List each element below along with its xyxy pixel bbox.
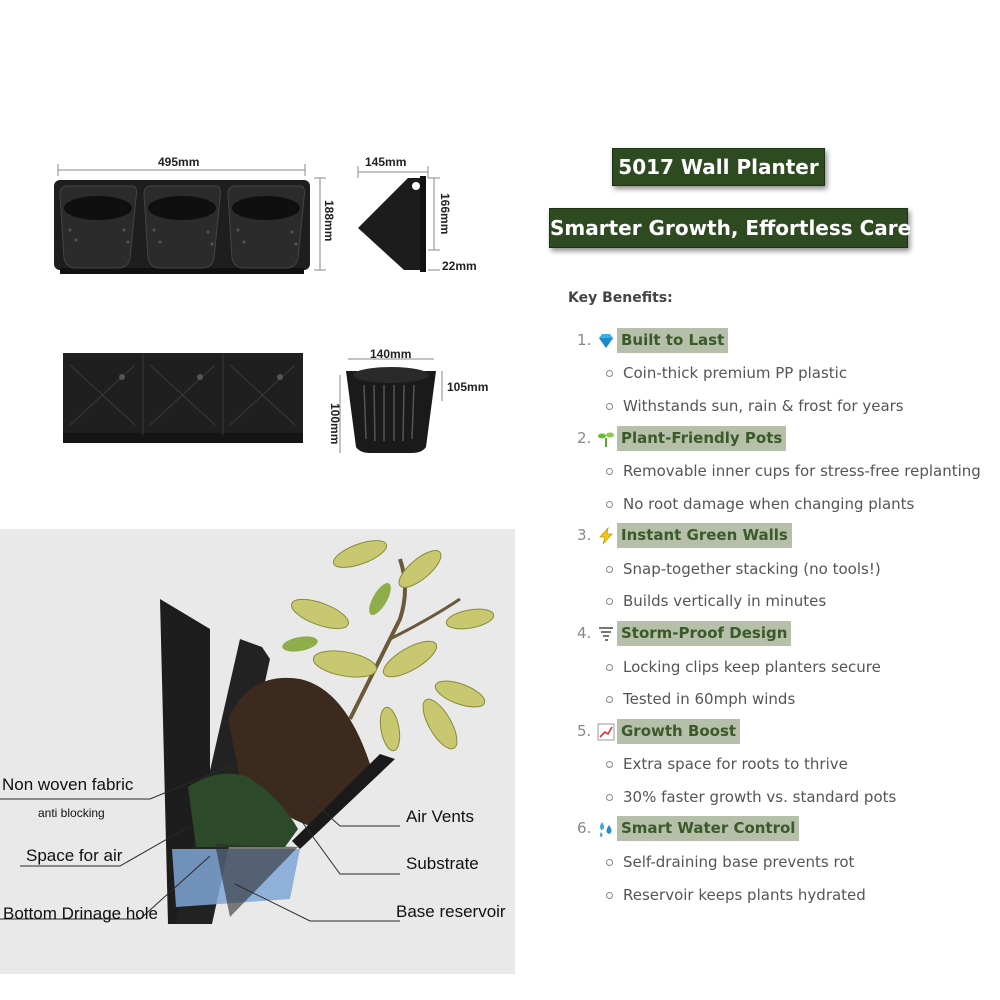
droplets-icon xyxy=(597,820,615,838)
chart-up-icon xyxy=(597,723,615,741)
bullet-icon xyxy=(606,761,613,768)
benefit-point: Tested in 60mph winds xyxy=(623,690,796,708)
benefit-point: Builds vertically in minutes xyxy=(623,592,827,610)
planter-back-view xyxy=(60,345,500,455)
benefit-number: 4. xyxy=(577,624,592,642)
bullet-icon xyxy=(606,598,613,605)
benefit-point: Coin-thick premium PP plastic xyxy=(623,364,848,382)
label-non-woven-fabric: Non woven fabric xyxy=(2,775,134,794)
benefit-title: Growth Boost xyxy=(617,719,740,744)
label-anti-blocking: anti blocking xyxy=(38,806,105,820)
planter-front-view xyxy=(40,150,500,290)
label-space-for-air: Space for air xyxy=(26,846,123,865)
benefit-title: Smart Water Control xyxy=(617,816,799,841)
bullet-icon xyxy=(606,468,613,475)
benefit-point: Extra space for roots to thrive xyxy=(623,755,848,773)
benefit-number: 1. xyxy=(577,331,592,349)
dim-pot-width: 140mm xyxy=(370,347,412,361)
dim-pot-depth: 105mm xyxy=(447,380,489,394)
label-base-reservoir: Base reservoir xyxy=(396,902,506,921)
bullet-icon xyxy=(606,892,613,899)
dim-width-total: 495mm xyxy=(158,155,200,169)
benefit-title: Built to Last xyxy=(617,328,728,353)
label-bottom-drainage-hole: Bottom Drinage hole xyxy=(3,904,158,923)
dim-bottom-offset: 22mm xyxy=(442,259,477,273)
benefit-point: Locking clips keep planters secure xyxy=(623,658,881,676)
benefit-number: 5. xyxy=(577,722,592,740)
benefit-point: Self-draining base prevents rot xyxy=(623,853,855,871)
benefit-title: Instant Green Walls xyxy=(617,523,792,548)
bullet-icon xyxy=(606,403,613,410)
bullet-icon xyxy=(606,501,613,508)
benefit-point: 30% faster growth vs. standard pots xyxy=(623,788,897,806)
dim-pot-height: 100mm xyxy=(328,403,342,445)
dim-height-total: 188mm xyxy=(322,200,336,242)
product-subtitle: Smarter Growth, Effortless Care xyxy=(549,208,908,248)
bullet-icon xyxy=(606,696,613,703)
benefit-point: Removable inner cups for stress-free replanting xyxy=(623,462,981,480)
benefit-point: Withstands sun, rain & frost for years xyxy=(623,397,904,415)
bullet-icon xyxy=(606,794,613,801)
benefit-title: Storm-Proof Design xyxy=(617,621,791,646)
seedling-icon xyxy=(597,430,615,448)
benefit-number: 6. xyxy=(577,819,592,837)
benefit-number: 3. xyxy=(577,526,592,544)
tornado-icon xyxy=(597,625,615,643)
dim-depth: 145mm xyxy=(365,155,407,169)
bullet-icon xyxy=(606,664,613,671)
benefit-point: Snap-together stacking (no tools!) xyxy=(623,560,881,578)
benefit-number: 2. xyxy=(577,429,592,447)
bullet-icon xyxy=(606,859,613,866)
dim-side-height: 166mm xyxy=(438,193,452,235)
benefit-point: No root damage when changing plants xyxy=(623,495,915,513)
label-substrate: Substrate xyxy=(406,854,479,873)
benefit-title: Plant-Friendly Pots xyxy=(617,426,786,451)
bullet-icon xyxy=(606,566,613,573)
product-title: 5017 Wall Planter xyxy=(612,148,825,186)
key-benefits-heading: Key Benefits: xyxy=(568,290,673,306)
bullet-icon xyxy=(606,370,613,377)
benefit-point: Reservoir keeps plants hydrated xyxy=(623,886,866,904)
lightning-icon xyxy=(597,527,615,545)
label-air-vents: Air Vents xyxy=(406,807,475,826)
gem-icon xyxy=(597,332,615,350)
